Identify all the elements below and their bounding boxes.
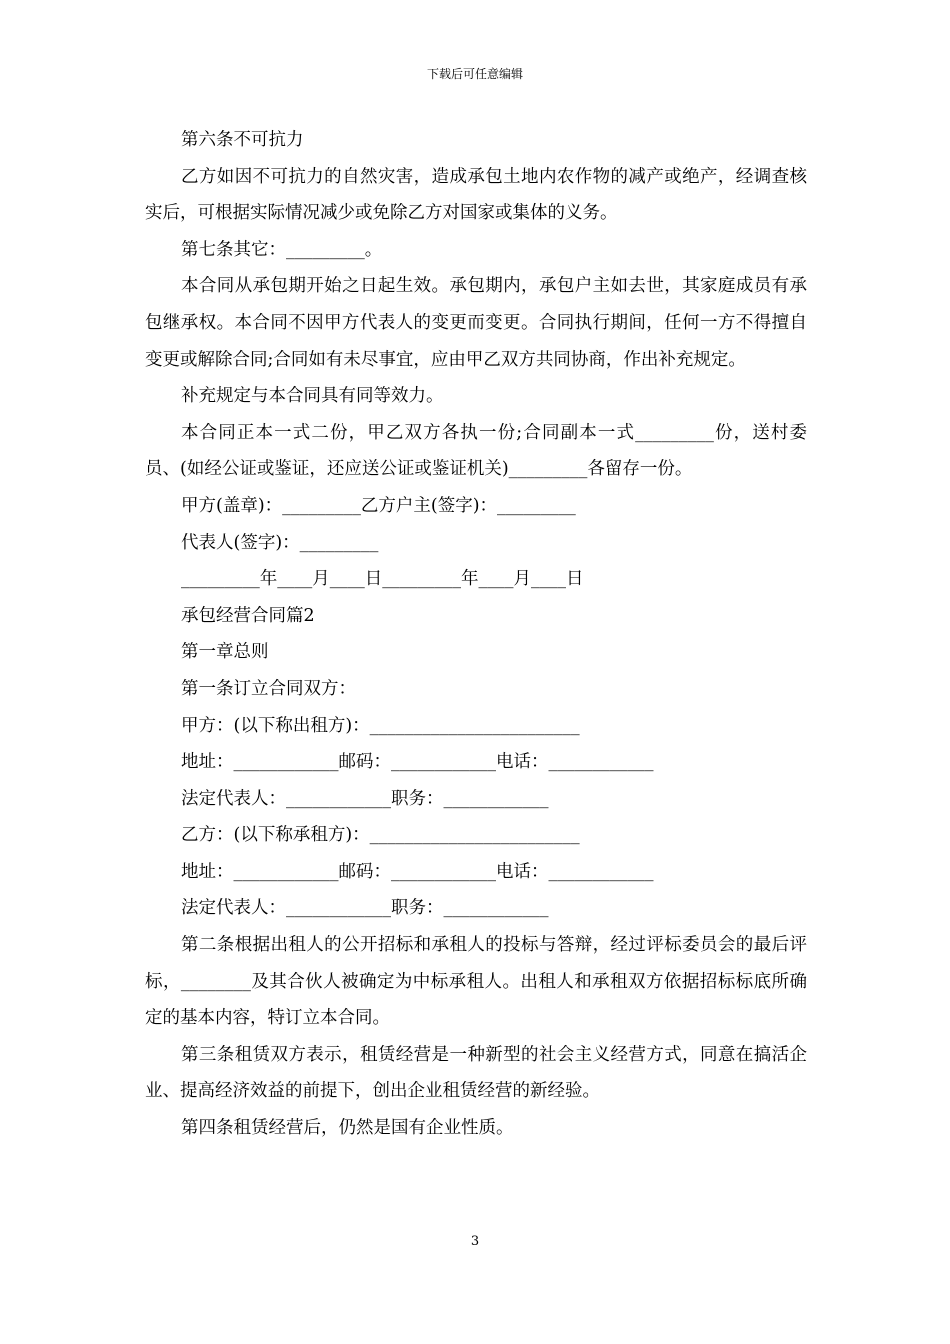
party-a-representative-line: 法定代表人：____________职务：____________ [181,788,549,809]
party-a-address-line: 地址：____________邮码：____________电话：____________ [181,752,654,773]
article-1-title: 第一条订立合同双方： [181,678,356,699]
page-number: 3 [470,1234,480,1249]
article-7-title: 第七条其它：_________。 [181,239,383,260]
supplement-paragraph: 补充规定与本合同具有同等效力。 [181,386,444,407]
article-2-paragraph: 第二条根据出租人的公开招标和承租人的投标与答辩，经过评标委员会的最后评标，________及其合伙人被确定为中标承租人。出租人和承租双方依据招标标底所确定的基本内容，特订立本合同。 [145,935,807,1029]
article-3-paragraph: 第三条租赁双方表示，租赁经营是一种新型的社会主义经营方式，同意在搞活企业、提高经济效益的前提下，创出企业租赁经营的新经验。 [145,1044,807,1102]
signature-line-parties: 甲方(盖章)：_________乙方户主(签字)：_________ [181,495,576,516]
page-header: 下载后可任意编辑 [426,67,523,81]
effectiveness-paragraph: 本合同从承包期开始之日起生效。承包期内，承包户主如去世，其家庭成员有承包继承权。本合同不因甲方代表人的变更而变更。合同执行期间，任何一方不得擅自变更或解除合同;合同如有未尽事宜，应由甲乙双方共同协商，作出补充规定。 [145,276,807,370]
party-b-representative-line: 法定代表人：____________职务：____________ [181,898,549,919]
contract-2-heading: 承包经营合同篇2 [181,605,315,626]
date-line: _________年____月____日_________年____月____日 [181,569,584,590]
copies-paragraph: 本合同正本一式二份，甲乙双方各执一份;合同副本一式_________份，送村委员、(如经公证或鉴证，还应送公证或鉴证机关)_________各留存一份。 [145,422,807,480]
article-6-body: 乙方如因不可抗力的自然灾害，造成承包土地内农作物的减产或绝产，经调查核实后，可根据实际情况减少或免除乙方对国家或集体的义务。 [145,166,807,224]
article-4-paragraph: 第四条租赁经营后，仍然是国有企业性质。 [181,1118,514,1139]
chapter-1-heading: 第一章总则 [181,642,269,663]
signature-line-representative: 代表人(签字)：_________ [181,532,379,553]
party-b-address-line: 地址：____________邮码：____________电话：____________ [181,861,654,882]
party-b-line: 乙方：(以下称承租方)：________________________ [181,825,580,846]
party-a-line: 甲方：(以下称出租方)：________________________ [181,715,580,736]
document-body [145,122,807,1147]
article-6-title: 第六条不可抗力 [181,130,304,150]
